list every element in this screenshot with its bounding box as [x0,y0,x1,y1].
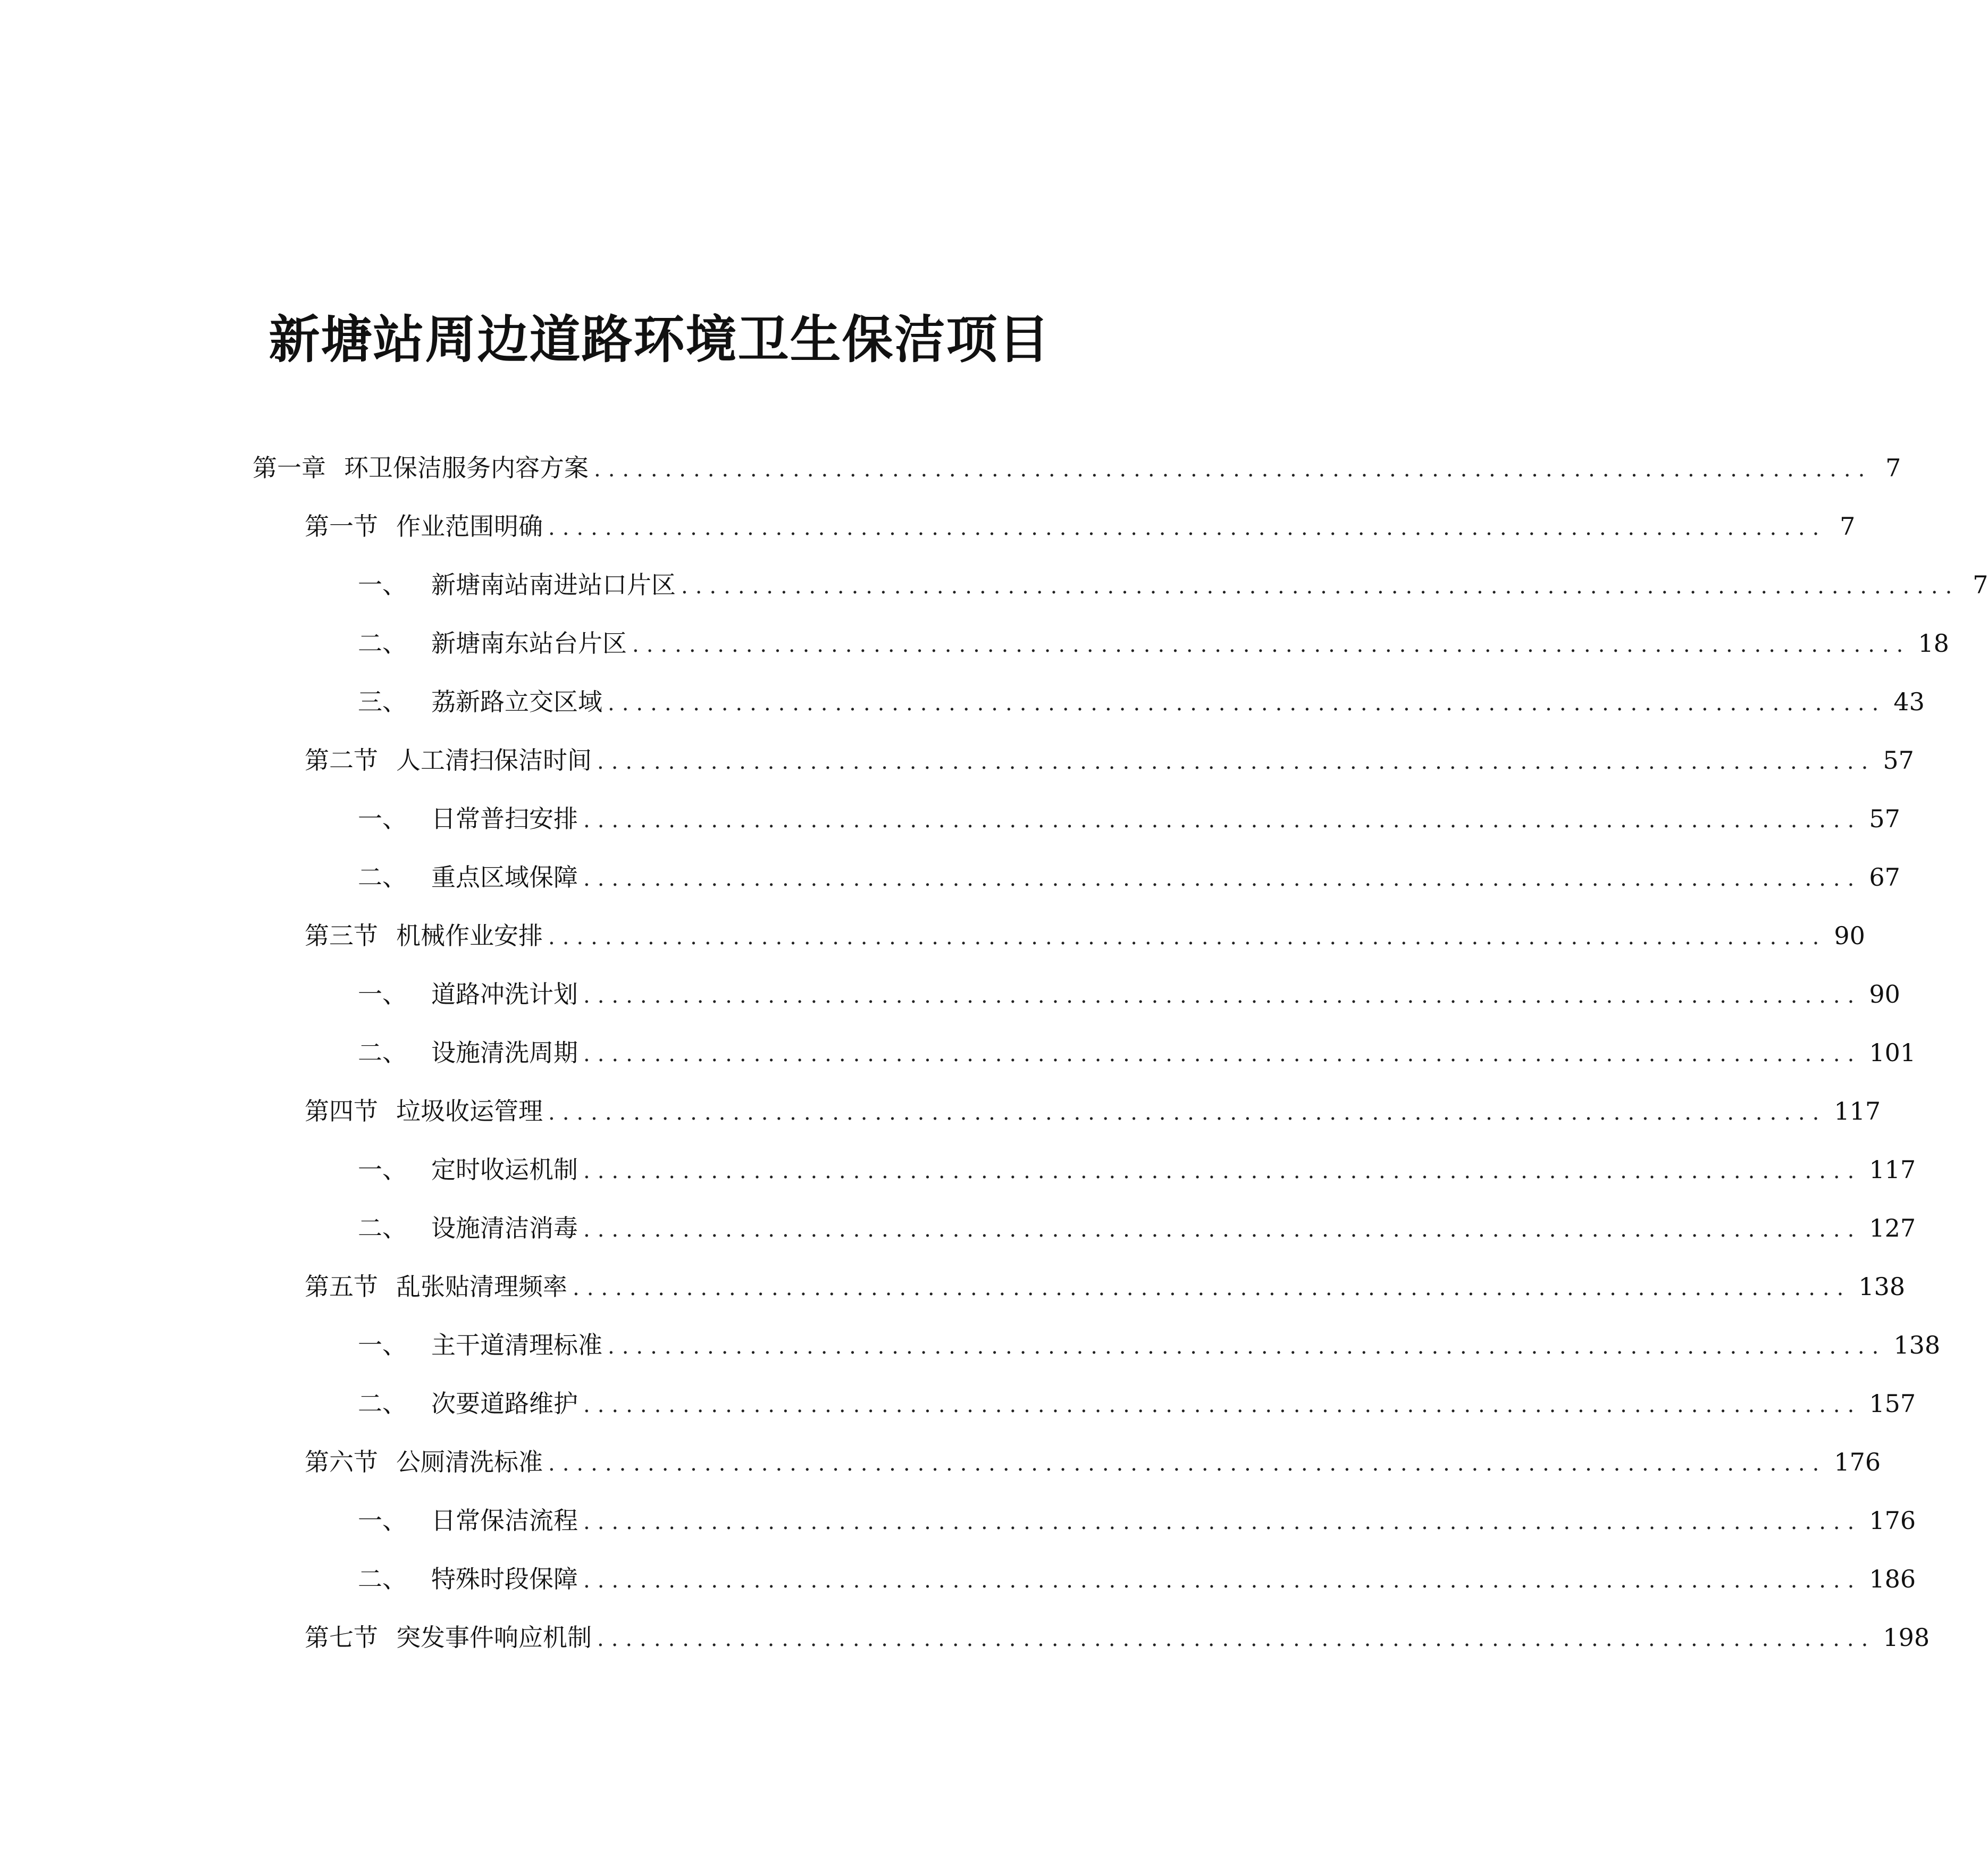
toc-entry[interactable] [358,1558,1916,1600]
toc-dot-leader: .......................................................................................... [583,867,1862,891]
toc-entry[interactable] [305,1616,1930,1659]
toc-entry-number: 一、 [358,804,407,833]
toc-entry-title: 作业范围明确 [396,512,543,541]
toc-entry-title: 特殊时段保障 [431,1565,578,1593]
toc-entry-title: 日常保洁流程 [431,1506,578,1535]
toc-entry-number: 一、 [358,1331,407,1359]
toc-dot-leader: .......................................................................................... [583,808,1862,833]
toc-dot-leader: .......................................................................................... [548,1451,1827,1476]
toc-entry-number: 第五节 [305,1272,378,1301]
toc-entry-title: 新塘南东站台片区 [431,629,627,658]
toc-dot-leader: .......................................................................................... [548,516,1827,540]
toc-entry[interactable] [358,973,1900,1015]
toc-entry-title: 设施清洗周期 [431,1038,578,1067]
toc-entry[interactable] [358,681,1925,723]
toc-entry-title: 次要道路维护 [431,1389,578,1418]
toc-page-number: 43 [1893,687,1925,716]
toc-page-number: 90 [1834,921,1865,950]
toc-entry[interactable] [358,1148,1916,1191]
toc-page-number: 7 [1840,512,1856,541]
toc-page-number: 157 [1869,1389,1916,1418]
toc-entry-label [358,564,676,606]
toc-entry-label [305,914,543,957]
toc-entry-label [358,622,627,665]
toc-page-number: 138 [1893,1331,1941,1359]
toc-dot-leader: .......................................................................................... [594,457,1873,482]
toc-entry-label [358,681,602,723]
toc-entry-number: 第七节 [305,1623,378,1652]
toc-dot-leader: .......................................................................................... [583,1217,1862,1242]
toc-entry[interactable] [358,1499,1916,1542]
toc-page-number: 90 [1869,980,1900,1009]
toc-entry[interactable] [358,564,1988,606]
toc-entry-number: 一、 [358,980,407,1009]
toc-entry-label [305,1441,543,1483]
toc-entry-title: 乱张贴清理频率 [396,1272,567,1301]
toc-page-number: 176 [1869,1506,1916,1535]
toc-entry-title: 重点区域保障 [431,863,578,892]
toc-page-number: 117 [1834,1097,1881,1125]
toc-page-number: 198 [1883,1623,1930,1652]
toc-dot-leader: .......................................................................................... [583,1393,1862,1417]
toc-entry-label [305,739,592,782]
toc-page-number: 127 [1869,1214,1916,1242]
toc-dot-leader: .......................................................................................... [583,1568,1862,1593]
toc-dot-leader: .......................................................................................... [608,691,1886,716]
toc-dot-leader: .......................................................................................... [597,1627,1876,1651]
toc-entry-title: 道路冲洗计划 [431,980,578,1009]
toc-entry-number: 三、 [358,687,407,716]
toc-page-number: 57 [1869,804,1900,833]
toc-entry-label [358,856,578,898]
toc-entry-label [358,1382,578,1425]
toc-entry-title: 定时收运机制 [431,1155,578,1184]
toc-entry-label [358,1558,578,1600]
toc-entry[interactable] [358,856,1900,898]
toc-dot-leader: .......................................................................................... [632,633,1911,657]
toc-entry-number: 第一节 [305,512,378,541]
toc-page-number: 101 [1869,1038,1916,1067]
toc-dot-leader: .......................................................................................... [597,750,1876,774]
toc-entry-number: 二、 [358,1214,407,1242]
toc-entry-label [358,973,578,1015]
toc-entry-title: 新塘南站南进站口片区 [431,570,676,599]
toc-dot-leader: .......................................................................................... [573,1276,1851,1300]
toc-dot-leader: .......................................................................................... [548,925,1827,950]
toc-entry[interactable] [305,739,1914,782]
toc-entry-number: 二、 [358,629,407,658]
toc-entry[interactable] [305,1441,1881,1483]
toc-entry-label [305,1090,543,1132]
toc-entry[interactable] [358,1324,1941,1366]
toc-entry-number: 二、 [358,1565,407,1593]
toc-entry[interactable] [305,914,1865,957]
toc-entry[interactable] [305,1265,1906,1308]
toc-entry-title: 突发事件响应机制 [396,1623,592,1652]
toc-entry-label [305,505,543,548]
toc-page-number: 7 [1973,570,1988,599]
toc-entry-number: 第三节 [305,921,378,950]
toc-entry-title: 主干道清理标准 [431,1331,602,1359]
toc-page-number: 117 [1869,1155,1916,1184]
toc-page-number: 176 [1834,1448,1881,1476]
toc-entry-label [358,1148,578,1191]
toc-page-number: 186 [1869,1565,1916,1593]
toc-entry[interactable] [358,1382,1916,1425]
toc-entry-number: 一、 [358,570,407,599]
toc-entry-label [358,1031,578,1074]
toc-page-number: 18 [1918,629,1949,658]
toc-entry-number: 二、 [358,1389,407,1418]
toc-page-number: 7 [1885,453,1901,482]
toc-entry-number: 一、 [358,1506,407,1535]
toc-entry-number: 一、 [358,1155,407,1184]
toc-entry-label [305,1616,592,1659]
toc-entry-title: 人工清扫保洁时间 [396,746,592,775]
toc-entry[interactable] [358,797,1900,840]
toc-entry-number: 第二节 [305,746,378,775]
toc-page-number: 57 [1883,746,1914,775]
toc-dot-leader: .......................................................................................... [583,1510,1862,1534]
toc-entry-label [253,447,589,489]
toc-dot-leader: .......................................................................................... [681,574,1960,599]
toc-dot-leader: .......................................................................................... [583,984,1862,1008]
toc-entry[interactable] [358,1031,1916,1074]
toc-entry-number: 第一章 [253,453,326,482]
toc-entry-number: 第六节 [305,1448,378,1476]
toc-entry-label [358,797,578,840]
toc-page-number: 67 [1869,863,1900,892]
toc-entry-label [358,1324,602,1366]
toc-dot-leader: .......................................................................................... [583,1159,1862,1183]
toc-entry[interactable] [358,622,1949,665]
toc-entry-title: 设施清洁消毒 [431,1214,578,1242]
toc-entry-title: 荔新路立交区域 [431,687,602,716]
toc-entry[interactable] [253,447,1901,489]
toc-entry-label [305,1265,567,1308]
toc-entry[interactable] [358,1207,1916,1249]
toc-entry-number: 二、 [358,863,407,892]
toc-dot-leader: .......................................................................................... [608,1334,1886,1359]
toc-entry[interactable] [305,1090,1881,1132]
toc-dot-leader: .......................................................................................... [583,1042,1862,1066]
document-title: 新塘站周边道路环境卫生保洁项目 [269,309,1051,370]
toc-entry[interactable] [305,505,1856,548]
toc-page-number: 138 [1858,1272,1906,1301]
toc-dot-leader: .......................................................................................... [548,1100,1827,1125]
toc-entry-label [358,1499,578,1542]
toc-entry-number: 二、 [358,1038,407,1067]
toc-entry-title: 机械作业安排 [396,921,543,950]
toc-entry-title: 垃圾收运管理 [396,1097,543,1125]
toc-entry-title: 公厕清洗标准 [396,1448,543,1476]
toc-entry-label [358,1207,578,1249]
toc-entry-title: 日常普扫安排 [431,804,578,833]
toc-entry-title: 环卫保洁服务内容方案 [344,453,589,482]
toc-entry-number: 第四节 [305,1097,378,1125]
